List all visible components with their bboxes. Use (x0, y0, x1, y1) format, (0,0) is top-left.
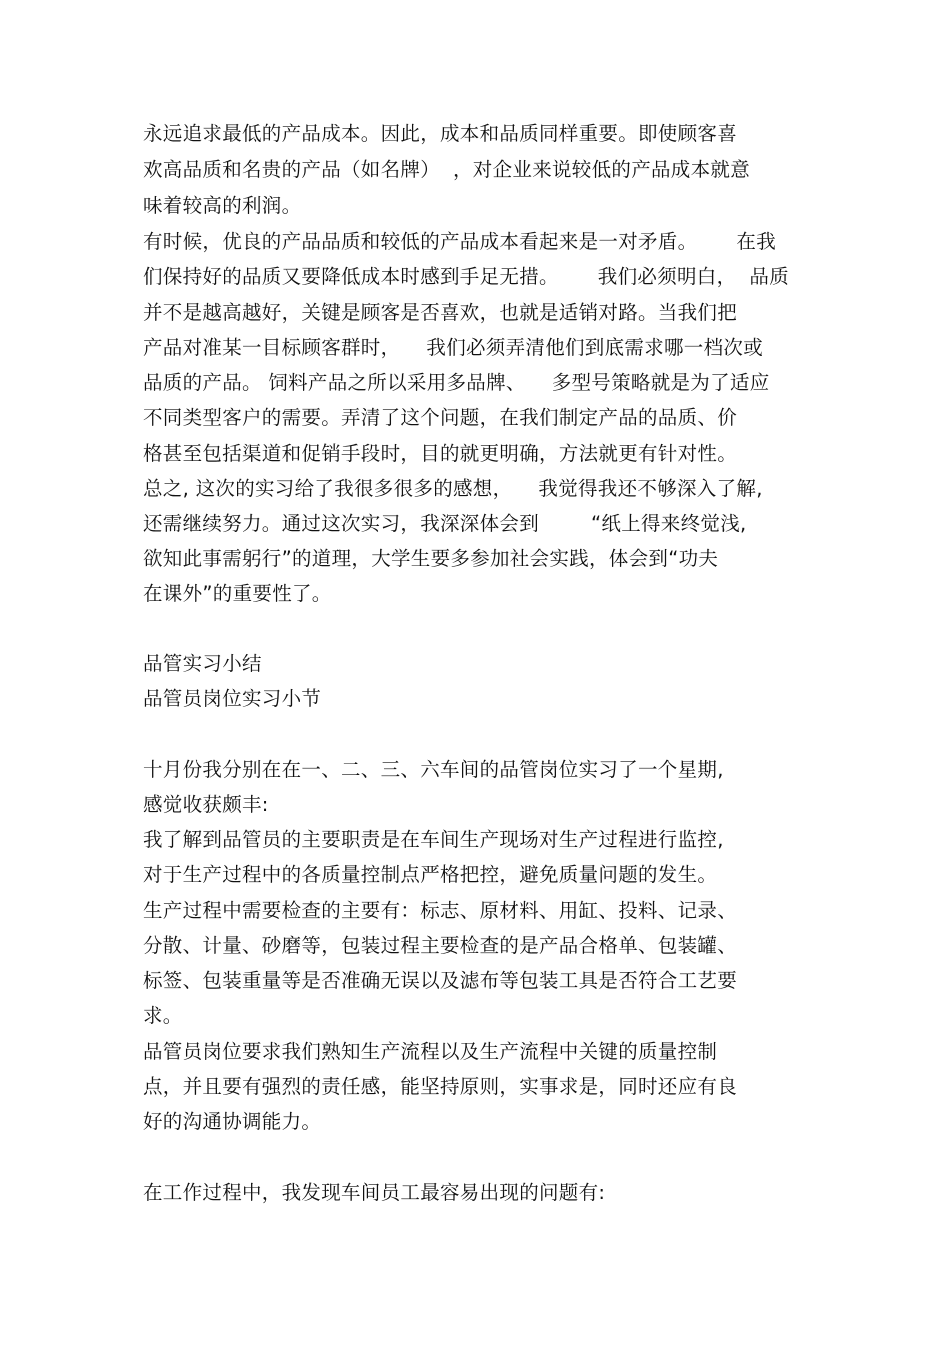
paragraph-line: 欢高品质和名贵的产品（如名牌） ，对企业来说较低的产品成本就意 (143, 158, 750, 181)
paragraph-line: 生产过程中需要检查的主要有：标志、原材料、用缸、投料、记录、 (143, 899, 738, 922)
paragraph-line: 好的沟通协调能力。 (143, 1110, 322, 1133)
paragraph-line: 点，并且要有强烈的责任感，能坚持原则，实事求是，同时还应有良 (143, 1075, 738, 1098)
paragraph-line: 在工作过程中，我发现车间员工最容易出现的问题有: (143, 1181, 606, 1204)
paragraph-line: 标签、包装重量等是否准确无误以及滤布等包装工具是否符合工艺要 (143, 969, 738, 992)
paragraph-line: 在课外”的重要性了。 (143, 582, 332, 605)
paragraph-line: 味着较高的利润。 (143, 194, 302, 217)
paragraph-line: 我了解到品管员的主要职责是在车间生产现场对生产过程进行监控, (143, 828, 724, 851)
paragraph-line: 并不是越高越好，关键是顾客是否喜欢，也就是适销对路。当我们把 (143, 301, 738, 324)
paragraph-line: 十月份我分别在在一、二、三、六车间的品管岗位实习了一个星期, (143, 758, 724, 781)
paragraph-line: 欲知此事需躬行”的道理，大学生要多参加社会实践，体会到“功夫 (143, 547, 719, 570)
paragraph-line: 产品对准某一目标顾客群时， 我们必须弄清他们到底需求哪一档次或 (143, 336, 763, 359)
paragraph-line: 品管员岗位要求我们熟知生产流程以及生产流程中关键的质量控制 (143, 1040, 718, 1063)
paragraph-line: 们保持好的品质又要降低成本时感到手足无措。 我们必须明白， 品质 (143, 265, 789, 288)
paragraph-line: 不同类型客户的需要。弄清了这个问题，在我们制定产品的品质、价 (143, 406, 738, 429)
paragraph-line: 求。 (143, 1004, 183, 1027)
paragraph-line: 感觉收获颇丰: (143, 793, 269, 816)
paragraph-line: 有时候，优良的产品品质和较低的产品成本看起来是一对矛盾。 在我 (143, 230, 776, 253)
section-subtitle: 品管员岗位实习小节 (143, 687, 322, 710)
paragraph-line: 永远追求最低的产品成本。因此，成本和品质同样重要。即使顾客喜 (143, 122, 738, 145)
paragraph-line: 对于生产过程中的各质量控制点严格把控，避免质量问题的发生。 (143, 863, 718, 886)
section-title: 品管实习小结 (143, 652, 262, 675)
paragraph-line: 格甚至包括渠道和促销手段时，目的就更明确，方法就更有针对性。 (143, 442, 738, 465)
paragraph-line: 品质的产品。 饲料产品之所以采用多品牌、 多型号策略就是为了适应 (143, 371, 770, 394)
paragraph-line: 分散、计量、砂磨等，包装过程主要检查的是产品合格单、包装罐、 (143, 934, 738, 957)
paragraph-line: 还需继续努力。通过这次实习，我深深体会到 “纸上得来终觉浅, (143, 512, 747, 535)
paragraph-line: 总之, 这次的实习给了我很多很多的感想， 我觉得我还不够深入了解, (143, 477, 763, 500)
